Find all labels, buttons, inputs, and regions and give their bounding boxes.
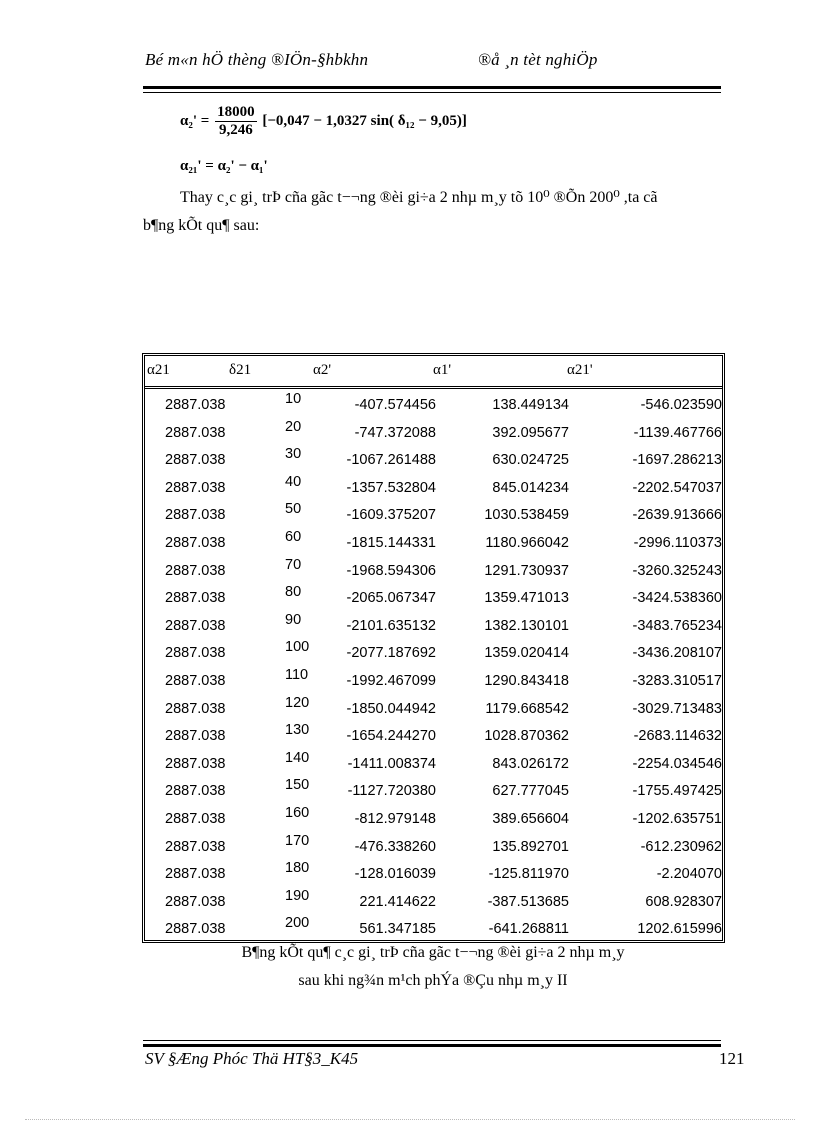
cell-alpha2-prime: -1609.375207 [346, 507, 436, 524]
table-header [145, 356, 722, 389]
cell-alpha1-prime: -641.268811 [488, 921, 569, 938]
header-alpha1-prime: α1' [433, 362, 452, 378]
cell-alpha1-prime: 1179.668542 [485, 700, 569, 717]
cell-delta21: 190 [285, 887, 310, 904]
header-rule-thin [143, 92, 721, 93]
table-row [145, 695, 722, 723]
table-caption-line-1: B¶ng kÕt qu¶ c¸c gi¸ trÞ cña gãc t−¬ng ®èi gi÷a 2 nhµ m¸y [241, 944, 625, 961]
cell-alpha21-prime: -3436.208107 [632, 645, 722, 662]
cell-alpha21-prime: -1755.497425 [632, 783, 722, 800]
cell-delta21: 80 [285, 584, 302, 601]
cell-alpha1-prime: 1028.870362 [484, 728, 569, 745]
header-rule-thick [143, 86, 721, 89]
cell-alpha21-prime: -2.204070 [656, 866, 722, 883]
table-row [145, 639, 722, 667]
cell-delta21: 30 [285, 446, 302, 463]
cell-alpha21-prime: -612.230962 [640, 838, 722, 855]
cell-alpha21-prime: 608.928307 [645, 893, 722, 910]
table-row [145, 557, 722, 585]
formula-fraction [215, 104, 257, 139]
header-right-title: ®å ¸n tèt nghiÖp [478, 50, 598, 69]
cell-alpha21-prime: -2254.034546 [632, 755, 722, 772]
cell-alpha21-prime: -3029.713483 [632, 700, 722, 717]
cell-alpha21: 2887.038 [165, 755, 226, 772]
cell-alpha21-prime: -546.023590 [640, 397, 722, 413]
cell-alpha21-prime: -3283.310517 [632, 672, 722, 689]
cell-alpha2-prime: -2101.635132 [346, 617, 436, 634]
cell-alpha21: 2887.038 [165, 507, 226, 524]
paragraph-line-1: Thay c¸c gi¸ trÞ cña gãc t−¬ng ®èi gi÷a 2 nhµ m¸y tõ 10⁰ ®Õn 200⁰ ,ta cã [180, 189, 658, 206]
page-number: 121 [719, 1049, 745, 1068]
cell-alpha1-prime: 389.656604 [492, 810, 569, 827]
cell-alpha2-prime: -1654.244270 [346, 728, 436, 745]
cell-delta21: 130 [285, 722, 310, 739]
header-left-title: Bé m«n hÖ thèng ®IÖn-§hbkhn [145, 50, 369, 69]
cell-alpha21: 2887.038 [165, 838, 226, 855]
paragraph-line-2: b¶ng kÕt qu¶ sau: [143, 217, 260, 234]
cell-alpha2-prime: -1968.594306 [346, 562, 436, 579]
cell-alpha1-prime: 1290.843418 [484, 672, 569, 689]
formula-alpha2-lhs: α₂' = [180, 112, 210, 129]
table-row [145, 501, 722, 529]
table-row [145, 722, 722, 750]
cell-alpha2-prime: -1850.044942 [346, 700, 436, 717]
cell-alpha21: 2887.038 [165, 672, 226, 689]
header-alpha21: α21 [147, 362, 170, 378]
cell-alpha21: 2887.038 [165, 562, 226, 579]
cell-alpha21-prime: -2639.913666 [632, 507, 722, 524]
cell-alpha1-prime: 1359.020414 [484, 645, 569, 662]
cell-alpha21: 2887.038 [165, 728, 226, 745]
table-row [145, 529, 722, 557]
cell-alpha1-prime: -125.811970 [488, 866, 569, 883]
cell-alpha21-prime: 1202.615996 [637, 921, 722, 938]
cell-alpha2-prime: -1127.720380 [347, 783, 436, 800]
table-row [145, 612, 722, 640]
cell-alpha2-prime: -1357.532804 [346, 479, 436, 496]
table-row [145, 750, 722, 778]
table-row [145, 584, 722, 612]
cell-delta21: 50 [285, 501, 302, 518]
table-caption-line-2: sau khi ng¾n m¹ch phÝa ®Çu nhµ m¸y II [298, 972, 568, 989]
formula-alpha2-rhs: [−0,047 − 1,0327 sin( δ₁₂ − 9,05)] [262, 112, 467, 129]
header-alpha2-prime: α2' [313, 362, 332, 378]
table-row [145, 391, 722, 419]
cell-alpha21-prime: -1697.286213 [632, 452, 722, 469]
cell-alpha1-prime: 630.024725 [492, 452, 569, 469]
cell-delta21: 70 [285, 556, 302, 573]
table-row [145, 860, 722, 888]
cell-alpha2-prime: -2077.187692 [346, 645, 436, 662]
cell-alpha1-prime: 1030.538459 [484, 507, 569, 524]
cell-alpha21-prime: -2996.110373 [633, 534, 722, 551]
cell-delta21: 100 [285, 639, 310, 656]
cell-alpha21: 2887.038 [165, 783, 226, 800]
table-body [145, 391, 722, 943]
cell-alpha1-prime: 1180.966042 [485, 534, 569, 551]
formula-alpha2 [180, 104, 467, 148]
cell-alpha1-prime: 845.014234 [492, 479, 569, 496]
cell-alpha21: 2887.038 [165, 479, 226, 496]
cell-alpha21: 2887.038 [165, 397, 226, 413]
cell-delta21: 110 [285, 666, 309, 683]
cell-alpha21: 2887.038 [165, 645, 226, 662]
cell-alpha1-prime: 1291.730937 [484, 562, 569, 579]
cell-alpha21: 2887.038 [165, 534, 226, 551]
cell-alpha1-prime: 135.892701 [492, 838, 569, 855]
cell-alpha2-prime: -1067.261488 [346, 452, 436, 469]
cell-alpha1-prime: 138.449134 [492, 397, 569, 413]
cell-alpha21-prime: -3260.325243 [632, 562, 722, 579]
bottom-dotted-line [25, 1119, 795, 1120]
cell-alpha1-prime: -387.513685 [487, 893, 569, 910]
cell-delta21: 200 [285, 915, 310, 932]
cell-delta21: 120 [285, 694, 310, 711]
intro-paragraph [143, 184, 723, 240]
table-row [145, 833, 722, 861]
cell-alpha1-prime: 1382.130101 [484, 617, 569, 634]
cell-delta21: 90 [285, 611, 302, 628]
cell-alpha21-prime: -2683.114632 [633, 728, 722, 745]
cell-delta21: 160 [285, 804, 310, 821]
table-row [145, 419, 722, 447]
table-row [145, 805, 722, 833]
table-row [145, 667, 722, 695]
cell-alpha2-prime: -1815.144331 [346, 534, 436, 551]
cell-alpha21: 2887.038 [165, 921, 226, 938]
header-delta21: δ21 [229, 362, 252, 378]
cell-delta21: 40 [285, 473, 302, 490]
cell-alpha2-prime: -1992.467099 [346, 672, 436, 689]
footer-rule-thick [143, 1044, 721, 1047]
cell-alpha21: 2887.038 [165, 424, 226, 441]
cell-delta21: 180 [285, 860, 310, 877]
formula-numerator: 18000 [217, 104, 255, 120]
table-row [145, 777, 722, 805]
results-table [142, 353, 725, 943]
cell-alpha1-prime: 1359.471013 [484, 590, 569, 607]
cell-delta21: 150 [285, 777, 310, 794]
cell-delta21: 10 [285, 391, 302, 407]
cell-alpha2-prime: -1411.008374 [347, 755, 436, 772]
table-row [145, 474, 722, 502]
cell-alpha2-prime: -2065.067347 [346, 590, 436, 607]
cell-alpha21: 2887.038 [165, 590, 226, 607]
cell-alpha2-prime: -407.574456 [354, 397, 436, 413]
table-row [145, 446, 722, 474]
cell-alpha2-prime: -476.338260 [354, 838, 436, 855]
cell-alpha2-prime: -128.016039 [354, 866, 436, 883]
cell-alpha2-prime: 561.347185 [359, 921, 436, 938]
formula-denominator: 9,246 [218, 122, 253, 138]
cell-alpha21-prime: -1139.467766 [633, 424, 722, 441]
cell-alpha21-prime: -2202.547037 [632, 479, 722, 496]
cell-alpha21: 2887.038 [165, 700, 226, 717]
cell-alpha1-prime: 843.026172 [492, 755, 569, 772]
footer-rule-thin [143, 1040, 721, 1041]
cell-delta21: 140 [285, 749, 310, 766]
cell-alpha21-prime: -1202.635751 [632, 810, 722, 827]
cell-alpha21: 2887.038 [165, 893, 226, 910]
cell-alpha21: 2887.038 [165, 810, 226, 827]
cell-alpha21-prime: -3483.765234 [632, 617, 722, 634]
cell-alpha21: 2887.038 [165, 617, 226, 634]
cell-alpha2-prime: -747.372088 [354, 424, 436, 441]
formula-alpha21: α₂₁' = α₂' − α₁' [180, 158, 268, 174]
header-alpha21-prime: α21' [567, 362, 593, 378]
cell-delta21: 20 [285, 418, 302, 435]
footer-author: SV §Æng Phóc Thä HT§3_K45 [145, 1049, 359, 1068]
cell-delta21: 60 [285, 528, 302, 545]
cell-alpha1-prime: 392.095677 [492, 424, 569, 441]
cell-alpha21: 2887.038 [165, 452, 226, 469]
table-row [145, 888, 722, 916]
cell-alpha2-prime: 221.414622 [359, 893, 436, 910]
cell-alpha1-prime: 627.777045 [492, 783, 569, 800]
cell-delta21: 170 [285, 832, 310, 849]
cell-alpha2-prime: -812.979148 [354, 810, 436, 827]
cell-alpha21: 2887.038 [165, 866, 226, 883]
cell-alpha21-prime: -3424.538360 [632, 590, 722, 607]
